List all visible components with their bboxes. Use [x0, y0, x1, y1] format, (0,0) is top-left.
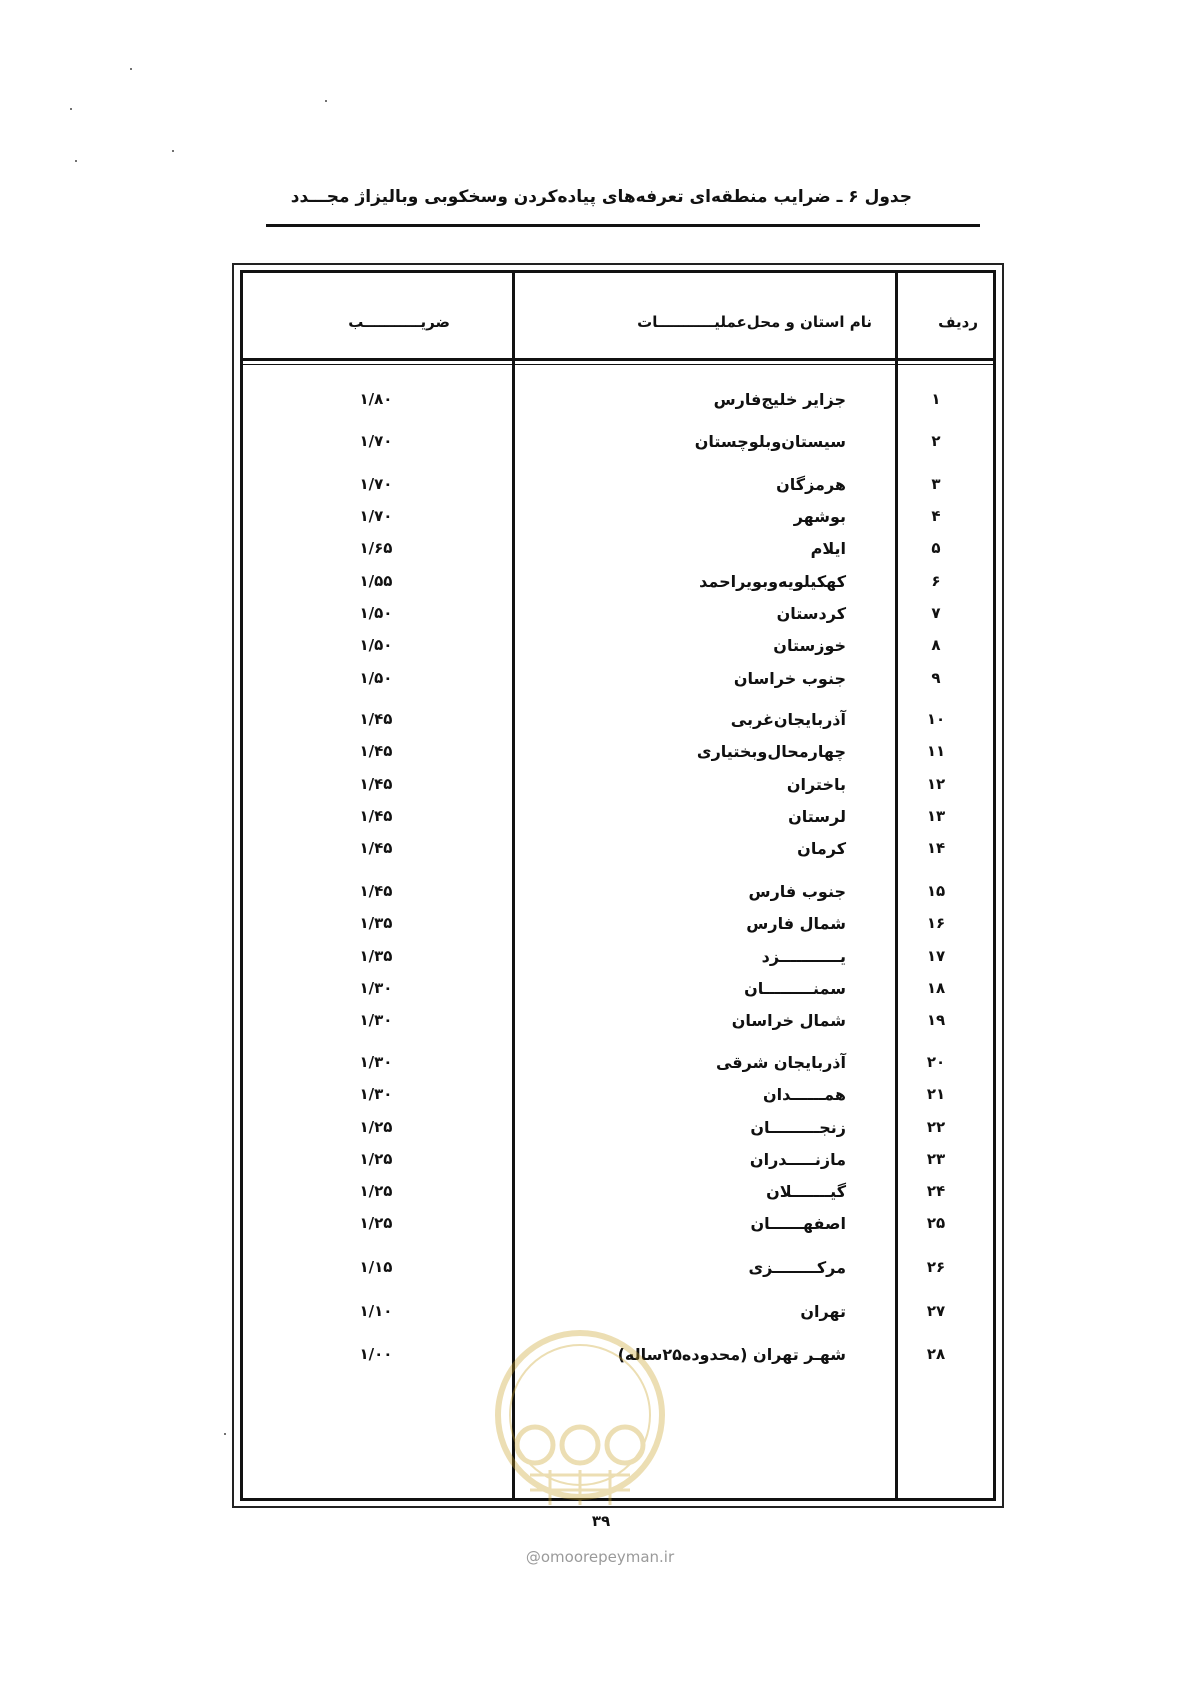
- row-number: ۱۱: [926, 742, 946, 760]
- table-row: [240, 1085, 996, 1111]
- row-number: ۲۳: [926, 1150, 946, 1168]
- row-number: ۹: [931, 669, 941, 687]
- scan-speck: [70, 108, 72, 110]
- coefficient-value: ۱/۳۵: [359, 947, 393, 965]
- province-name: هرمزگان: [776, 475, 846, 494]
- province-name: باختران: [786, 775, 846, 794]
- table-row: [240, 710, 996, 736]
- watermark-logo: [490, 1320, 670, 1520]
- row-number: ۱: [931, 390, 941, 408]
- row-number: ۷: [931, 604, 941, 622]
- coefficient-value: ۱/۴۵: [359, 882, 393, 900]
- province-name: آذربایجان‌غربی: [730, 710, 846, 729]
- province-name: همــــــدان: [762, 1085, 846, 1104]
- header-province-name: نام استان و محل‌عملیـــــــــــات: [637, 313, 872, 331]
- row-number: ۸: [931, 636, 941, 654]
- province-name: کرمان: [797, 839, 846, 858]
- province-name: شمال خراسان: [731, 1011, 846, 1030]
- province-name: خوزستان: [773, 636, 846, 655]
- row-number: ۱۳: [926, 807, 946, 825]
- province-name: شمال فارس: [746, 914, 846, 933]
- scan-speck: [75, 160, 77, 162]
- table-row: [240, 1182, 996, 1208]
- row-number: ۱۴: [926, 839, 946, 857]
- header-divider: [240, 364, 996, 365]
- row-number: ۳: [931, 475, 941, 493]
- province-name: زنجـــــــــان: [750, 1118, 846, 1137]
- row-number: ۲۵: [926, 1214, 946, 1232]
- coefficient-value: ۱/۲۵: [359, 1182, 393, 1200]
- province-name: ایلام: [810, 539, 846, 558]
- province-name: جنوب فارس: [748, 882, 846, 901]
- coefficient-value: ۱/۵۰: [359, 636, 393, 654]
- province-name: لرستان: [788, 807, 846, 826]
- province-name: بوشهر: [793, 507, 846, 526]
- coefficient-value: ۱/۵۵: [359, 572, 393, 590]
- table-row: [240, 507, 996, 533]
- table-row: [240, 1053, 996, 1079]
- province-name: شهـر تهران (محدوده۲۵ساله): [617, 1345, 846, 1364]
- table-row: [240, 979, 996, 1005]
- province-name: گیـــــــلان: [766, 1182, 846, 1201]
- table-row: [240, 390, 996, 416]
- row-number: ۲۱: [926, 1085, 946, 1103]
- coefficient-value: ۱/۲۵: [359, 1214, 393, 1232]
- province-name: مرکــــــــزی: [748, 1258, 846, 1277]
- coefficient-value: ۱/۴۵: [359, 839, 393, 857]
- coefficient-value: ۱/۲۵: [359, 1118, 393, 1136]
- province-name: کهکیلویه‌وبویراحمد: [699, 572, 846, 591]
- scan-speck: [325, 100, 327, 102]
- table-row: [240, 807, 996, 833]
- table-row: [240, 1258, 996, 1284]
- scan-speck: [130, 68, 132, 70]
- province-name: جنوب خراسان: [733, 669, 846, 688]
- coefficient-value: ۱/۱۵: [359, 1258, 393, 1276]
- coefficient-value: ۱/۴۵: [359, 742, 393, 760]
- province-name: مازنـــــدران: [749, 1150, 846, 1169]
- table-row: [240, 839, 996, 865]
- table-row: [240, 1011, 996, 1037]
- coefficient-value: ۱/۴۵: [359, 710, 393, 728]
- province-name: چهارمحال‌وبختیاری: [696, 742, 846, 761]
- coefficient-value: ۱/۲۵: [359, 1150, 393, 1168]
- coefficient-value: ۱/۳۰: [359, 1053, 393, 1071]
- province-name: تهران: [800, 1302, 846, 1321]
- row-number: ۱۲: [926, 775, 946, 793]
- row-number: ۲۲: [926, 1118, 946, 1136]
- header-divider: [240, 358, 996, 361]
- table-row: [240, 539, 996, 565]
- table-title: جدول ۶ ـ ضرایب منطقه‌ای تعرفه‌های پیاده‌کردن وسخکوبی وبالیزاژ مجـــدد: [290, 187, 912, 207]
- table-row: [240, 572, 996, 598]
- province-name: اصفهــــــان: [750, 1214, 846, 1233]
- row-number: ۱۰: [926, 710, 946, 728]
- table-row: [240, 775, 996, 801]
- row-number: ۲: [931, 432, 941, 450]
- title-underline: [266, 224, 980, 227]
- table-row: [240, 669, 996, 695]
- coefficient-value: ۱/۳۰: [359, 1011, 393, 1029]
- table-row: [240, 475, 996, 501]
- scan-speck: [224, 1433, 226, 1435]
- row-number: ۱۵: [926, 882, 946, 900]
- coefficient-value: ۱/۱۰: [359, 1302, 393, 1320]
- table-row: [240, 1118, 996, 1144]
- table-row: [240, 882, 996, 908]
- row-number: ۱۷: [926, 947, 946, 965]
- coefficient-value: ۱/۳۵: [359, 914, 393, 932]
- table-row: [240, 1214, 996, 1240]
- coefficient-value: ۱/۰۰: [359, 1345, 393, 1363]
- province-name: آذربایجان شرقی: [715, 1053, 846, 1072]
- row-number: ۲۶: [926, 1258, 946, 1276]
- table-row: [240, 636, 996, 662]
- table-row: [240, 947, 996, 973]
- coefficient-value: ۱/۶۵: [359, 539, 393, 557]
- coefficient-value: ۱/۵۰: [359, 669, 393, 687]
- row-number: ۲۰: [926, 1053, 946, 1071]
- coefficient-value: ۱/۸۰: [359, 390, 393, 408]
- coefficient-value: ۱/۳۰: [359, 1085, 393, 1103]
- row-number: ۱۹: [926, 1011, 946, 1029]
- coefficient-value: ۱/۴۵: [359, 807, 393, 825]
- table-row: [240, 914, 996, 940]
- row-number: ۴: [931, 507, 941, 525]
- coefficient-value: ۱/۷۰: [359, 432, 393, 450]
- table-row: [240, 1150, 996, 1176]
- row-number: ۱۶: [926, 914, 946, 932]
- table-row: [240, 604, 996, 630]
- table-row: [240, 432, 996, 458]
- row-number: ۲۴: [926, 1182, 946, 1200]
- row-number: ۵: [931, 539, 941, 557]
- table-row: [240, 742, 996, 768]
- header-coefficient: ضریـــــــــــب: [348, 313, 450, 331]
- province-name: جزایر خلیج‌فارس: [713, 390, 846, 409]
- page-number: ۳۹: [591, 1512, 611, 1530]
- province-name: سیستان‌وبلوچستان: [694, 432, 846, 451]
- province-name: کردستان: [776, 604, 846, 623]
- row-number: ۲۷: [926, 1302, 946, 1320]
- row-number: ۶: [931, 572, 941, 590]
- coefficient-value: ۱/۷۰: [359, 475, 393, 493]
- coefficient-value: ۱/۴۵: [359, 775, 393, 793]
- row-number: ۲۸: [926, 1345, 946, 1363]
- header-row-number: ردیف: [938, 313, 978, 331]
- province-name: یـــــــــــزد: [761, 947, 846, 966]
- coefficient-value: ۱/۳۰: [359, 979, 393, 997]
- coefficient-value: ۱/۷۰: [359, 507, 393, 525]
- province-name: سمنـــــــــان: [744, 979, 846, 998]
- coefficient-value: ۱/۵۰: [359, 604, 393, 622]
- scan-speck: [172, 150, 174, 152]
- watermark-site-text: @omoorepeyman.ir: [525, 1548, 675, 1566]
- row-number: ۱۸: [926, 979, 946, 997]
